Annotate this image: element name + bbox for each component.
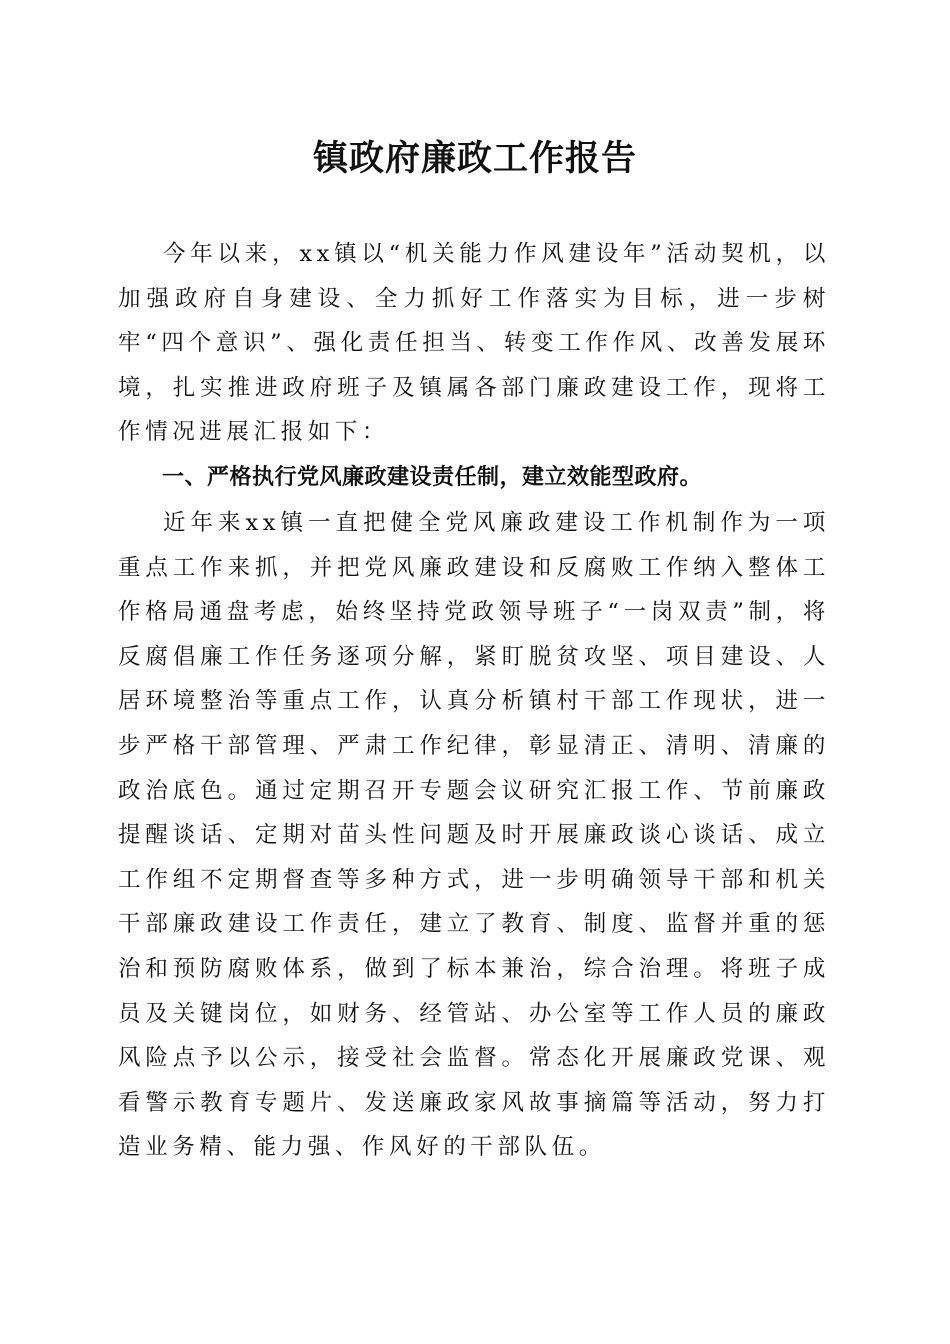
document-title: 镇政府廉政工作报告 <box>312 138 637 179</box>
document-body <box>118 232 830 1170</box>
section-heading: 一、严格执行党风廉政建设责任制，建立效能型政府。 <box>162 464 703 490</box>
section-body-paragraph: 近年来xx镇一直把健全党风廉政建设工作机制作为一项重点工作来抓，并把党风廉政建设和反腐败工作纳入整体工作格局通盘考虑，始终坚持党政领导班子“一岗双责”制，将反腐倡廉工作任务逐项分解，紧盯脱贫攻坚、项目建设、人居环境整治等重点工作，认真分析镇村干部工作现状，进一步严格干部管理、严肃工作纪律，彰显清正、清明、清廉的政治底色。通过定期召开专题会议研究汇报工作、节前廉政提醒谈话、定期对苗头性问题及时开展廉政谈心谈话、成立工作组不定期督查等多种方式，进一步明确领导干部和机关干部廉政建设工作责任，建立了教育、制度、监督并重的惩治和预防腐败体系，做到了标本兼治，综合治理。将班子成员及关键岗位，如财务、经管站、办公室等工作人员的廉政风险点予以公示，接受社会监督。常态化开展廉政党课、观看警示教育专题片、发送廉政家风故事摘篇等活动，努力打造业务精、能力强、作风好的干部队伍。 <box>118 509 830 1161</box>
intro-paragraph: 今年以来，xx镇以“机关能力作风建设年”活动契机，以加强政府自身建设、全力抓好工作落实为目标，进一步树牢“四个意识”、强化责任担当、转变工作作风、改善发展环境，扎实推进政府班子及镇属各部门廉政建设工作，现将工作情况进展汇报如下： <box>118 241 830 446</box>
